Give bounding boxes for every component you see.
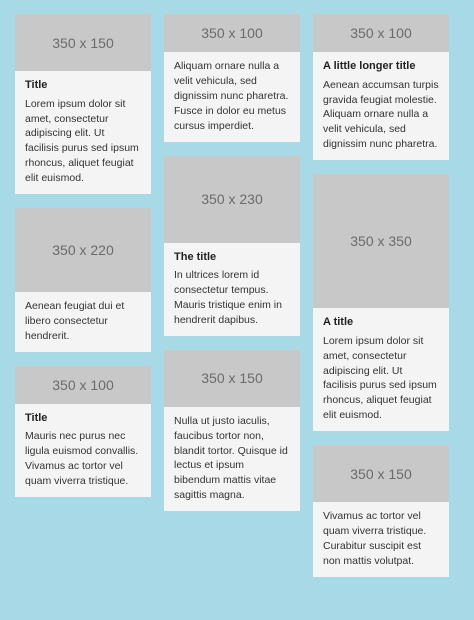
card-body xyxy=(313,52,449,160)
image-placeholder: 350 x 350 xyxy=(313,174,449,308)
card-title: A little longer title xyxy=(323,60,416,72)
card-title: Title xyxy=(25,79,48,91)
card xyxy=(313,174,449,431)
card-text: Lorem ipsum dolor sit amet, consectetur adipiscing elit. Ut facilisis purus sed ipsum rhoncus, aliquet feugiat elit euismod. xyxy=(323,334,437,422)
card xyxy=(15,208,151,352)
card-body xyxy=(15,292,151,352)
card xyxy=(15,14,151,194)
card xyxy=(15,366,151,497)
card xyxy=(313,445,449,577)
card-text: Aenean feugiat dui et libero consectetur hendrerit. xyxy=(25,300,125,342)
card-text: Aenean accumsan turpis gravida feugiat molestie. Aliquam ornare nulla a velit vehicula, sed dignissim nunc pharetra. xyxy=(323,78,439,151)
image-placeholder: 350 x 150 xyxy=(15,14,151,71)
image-placeholder: 350 x 100 xyxy=(15,366,151,404)
image-placeholder: 350 x 230 xyxy=(164,156,300,243)
card-text: Aliquam ornare nulla a velit vehicula, sed dignissim nunc pharetra. Fusce in dolor eu metus cursus imperdiet. xyxy=(174,60,289,132)
card-body xyxy=(164,407,300,511)
card-body xyxy=(15,71,151,194)
card-text: Nulla ut justo iaculis, faucibus tortor non, blandit tortor. Quisque id lectus et ipsum bibendum mattis vitae sagittis magna. xyxy=(174,414,288,502)
column-3 xyxy=(313,14,449,591)
card-text: Lorem ipsum dolor sit amet, consectetur adipiscing elit. Ut facilisis purus sed ipsum rhoncus, aliquet feugiat elit euismod. xyxy=(25,97,139,185)
image-placeholder: 350 x 150 xyxy=(164,350,300,407)
card-body xyxy=(164,243,300,336)
card-text: In ultrices lorem id consectetur tempus. Mauris tristique enim in hendrerit dapibus. xyxy=(174,269,282,326)
card-title: Title xyxy=(25,411,48,424)
column-2 xyxy=(164,14,300,525)
card-text: Mauris nec purus nec ligula euismod convallis. Vivamus ac tortor vel quam viverra tristique. xyxy=(25,430,139,488)
card-title: The title xyxy=(174,250,217,263)
card-body xyxy=(313,502,449,577)
card-text: Vivamus ac tortor vel quam viverra tristique. Curabitur suscipit est non mattis volutpat. xyxy=(323,510,427,567)
card xyxy=(313,14,449,160)
card-body xyxy=(15,404,151,497)
card xyxy=(164,14,300,142)
column-1 xyxy=(15,14,151,511)
card xyxy=(164,350,300,511)
card-title: A title xyxy=(323,316,354,329)
image-placeholder: 350 x 100 xyxy=(164,14,300,52)
card-body xyxy=(313,308,449,431)
card-body xyxy=(164,52,300,142)
image-placeholder: 350 x 220 xyxy=(15,208,151,292)
image-placeholder: 350 x 150 xyxy=(313,445,449,502)
image-placeholder: 350 x 100 xyxy=(313,14,449,52)
card xyxy=(164,156,300,336)
